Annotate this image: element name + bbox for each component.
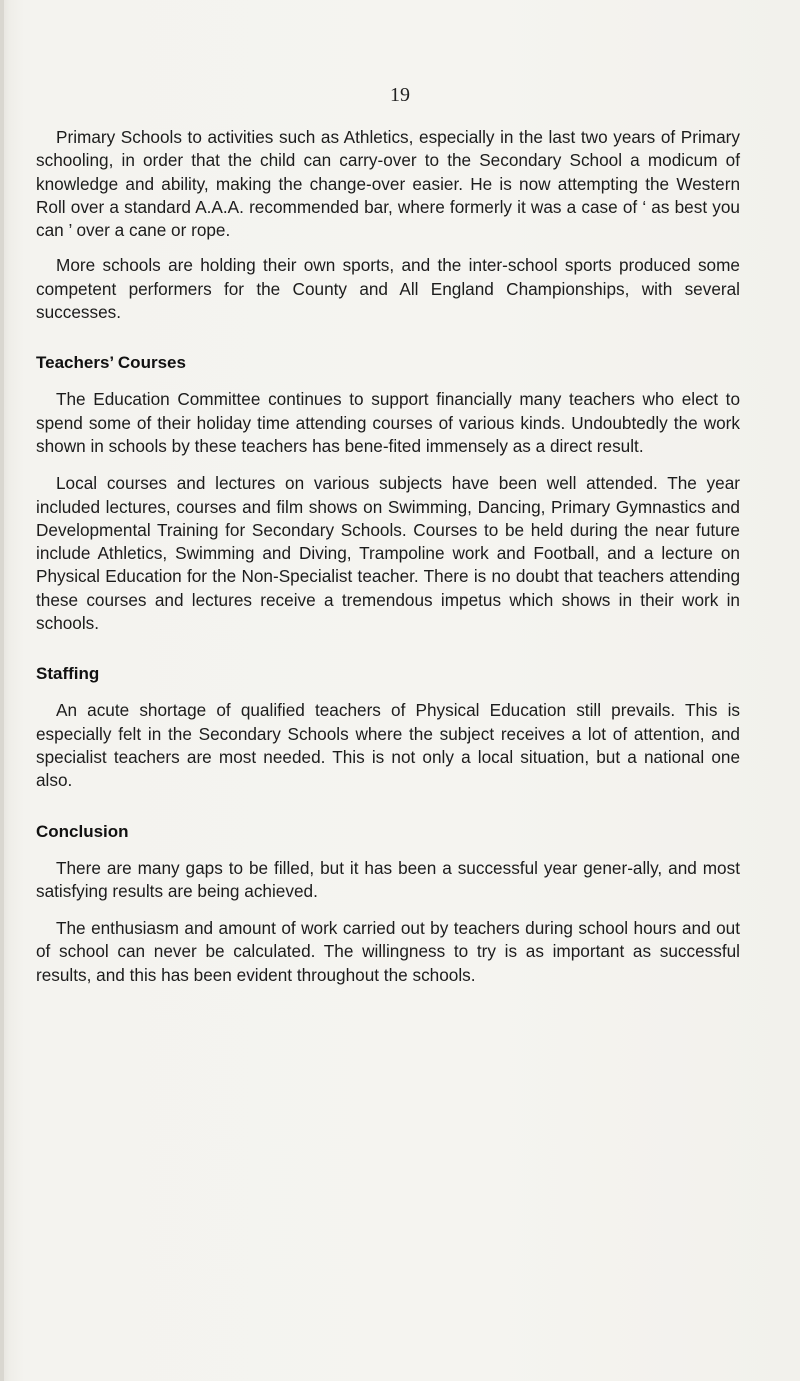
teachers-courses-paragraph-2: Local courses and lectures on various subjects have been well attended. The year included lectures, courses and film shows on Swimming, Dancing, Primary Gymnastics and Developmental Training for Secondary Schools. Courses to be held during the near future include Athletics, Swimming and Diving, Trampoline work and Football, and a lecture on Physical Education for the Non-Specialist teacher. There is no doubt that teachers attending these courses and lectures receive a tremendous impetus which shows in their work in schools. (36, 473, 740, 634)
page-number: 19 (390, 84, 410, 106)
section-heading-conclusion: Conclusion (36, 821, 129, 841)
document-body (36, 126, 740, 1001)
conclusion-paragraph-2: The enthusiasm and amount of work carried out by teachers during school hours and out of school can never be calculated. The willingness to try is as important as successful results, and this has been evident throughout the schools. (36, 918, 740, 985)
section-heading-teachers-courses: Teachers’ Courses (36, 353, 186, 373)
section-heading-staffing: Staffing (36, 664, 100, 684)
staffing-paragraph-1: An acute shortage of qualified teachers of Physical Education still prevails. This is especially felt in the Secondary Schools where the subject receives a lot of attention, and specialist teachers are most needed. This is not only a local situation, but a national one also. (36, 700, 740, 791)
page-binding-edge (0, 0, 4, 1381)
intro-paragraph-1: Primary Schools to activities such as Athletics, especially in the last two years of Primary schooling, in order that the child can carry-over to the Secondary School a modicum of knowledge and ability, making the change-over easier. He is now attempting the Western Roll over a standard A.A.A. recommended bar, where formerly it was a case of ‘ as best you can ’ over a cane or rope. (36, 127, 740, 241)
conclusion-paragraph-1: There are many gaps to be filled, but it has been a successful year gener-ally, and most satisfying results are being achieved. (36, 857, 740, 901)
intro-paragraph-2: More schools are holding their own sports, and the inter-school sports produced some competent performers for the County and All England Championships, with several successes. (36, 255, 740, 323)
teachers-courses-paragraph-1: The Education Committee continues to support financially many teachers who elect to spend some of their holiday time attending courses of various kinds. Undoubtedly the work shown in schools by these teachers has bene-fited immensely as a direct result. (36, 389, 740, 456)
